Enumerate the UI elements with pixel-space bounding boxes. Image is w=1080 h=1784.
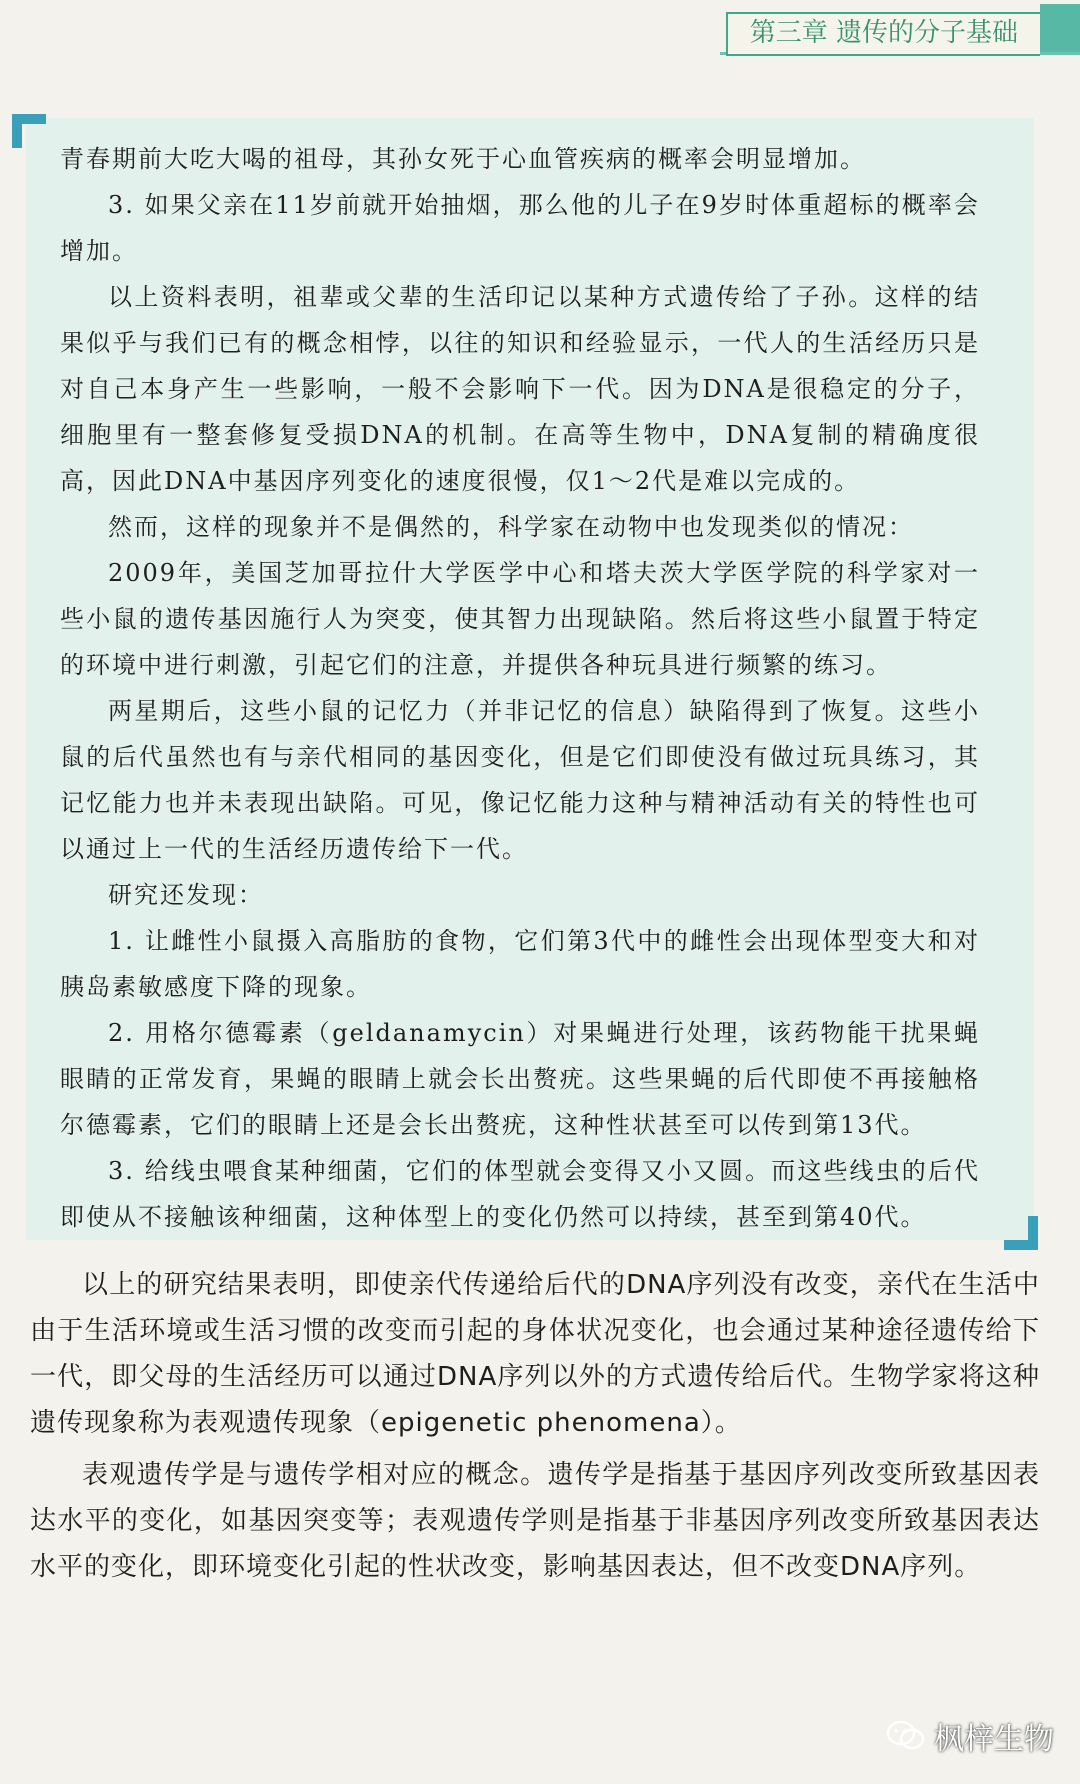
box-paragraph: 3. 给线虫喂食某种细菌，它们的体型就会变得又小又圆。而这些线虫的后代即使从不接触该种细菌，这种体型上的变化仍然可以持续，甚至到第40代。 xyxy=(60,1157,980,1231)
box-corner-bottom-right xyxy=(1004,1216,1038,1250)
watermark-text: 枫梓生物 xyxy=(934,1722,1054,1757)
box-paragraph: 2009年，美国芝加哥拉什大学医学中心和塔夫茨大学医学院的科学家对一些小鼠的遗传基因施行人为突变，使其智力出现缺陷。然后将这些小鼠置于特定的环境中进行刺激，引起它们的注意，并提供各种玩具进行频繁的练习。 xyxy=(60,559,980,679)
watermark xyxy=(886,1714,1054,1758)
box-paragraph: 以上资料表明，祖辈或父辈的生活印记以某种方式遗传给了子孙。这样的结果似乎与我们已有的概念相悖，以往的知识和经验显示，一代人的生活经历只是对自己本身产生一些影响，一般不会影响下一代。因为DNA是很稳定的分子，细胞里有一整套修复受损DNA的机制。在高等生物中，DNA复制的精确度很高，因此DNA中基因序列变化的速度很慢，仅1～2代是难以完成的。 xyxy=(60,283,980,495)
box-paragraph: 3. 如果父亲在11岁前就开始抽烟，那么他的儿子在9岁时体重超标的概率会增加。 xyxy=(60,191,980,265)
box-paragraph: 2. 用格尔德霉素（geldanamycin）对果蝇进行处理，该药物能干扰果蝇眼睛的正常发育，果蝇的眼睛上就会长出赘疣。这些果蝇的后代即使不再接触格尔德霉素，它们的眼睛上还是会长出赘疣，这种性状甚至可以传到第13代。 xyxy=(60,1019,980,1139)
box-text xyxy=(60,136,980,1240)
body-paragraph: 以上的研究结果表明，即使亲代传递给后代的DNA序列没有改变，亲代在生活中由于生活环境或生活习惯的改变而引起的身体状况变化，也会通过某种途径遗传给下一代，即父母的生活经历可以通过DNA序列以外的方式遗传给后代。生物学家将这种遗传现象称为表观遗传现象（epigenetic phenomena）。 xyxy=(30,1270,1040,1438)
box-corner-top-left xyxy=(12,114,46,148)
page-header xyxy=(720,0,1080,56)
header-tab-bar xyxy=(1040,4,1080,52)
box-paragraph: 研究还发现： xyxy=(108,881,264,909)
body-paragraph: 表观遗传学是与遗传学相对应的概念。遗传学是指基于基因序列改变所致基因表达水平的变化，如基因突变等；表观遗传学则是指基于非基因序列改变所致基因表达水平的变化，即环境变化引起的性状改变，影响基因表达，但不改变DNA序列。 xyxy=(30,1460,1040,1582)
box-paragraph: 两星期后，这些小鼠的记忆力（并非记忆的信息）缺陷得到了恢复。这些小鼠的后代虽然也有与亲代相同的基因变化，但是它们即使没有做过玩具练习，其记忆能力也并未表现出缺陷。可见，像记忆能力这种与精神活动有关的特性也可以通过上一代的生活经历遗传给下一代。 xyxy=(60,697,980,863)
box-paragraph: 然而，这样的现象并不是偶然的，科学家在动物中也发现类似的情况： xyxy=(108,513,914,541)
box-paragraph: 青春期前大吃大喝的祖母，其孙女死于心血管疾病的概率会明显增加。 xyxy=(60,145,866,173)
wechat-icon xyxy=(886,1720,926,1752)
chapter-label: 第三章 遗传的分子基础 xyxy=(726,12,1040,56)
main-text xyxy=(30,1262,1040,1590)
box-paragraph: 1. 让雌性小鼠摄入高脂肪的食物，它们第3代中的雌性会出现体型变大和对胰岛素敏感度下降的现象。 xyxy=(60,927,980,1001)
